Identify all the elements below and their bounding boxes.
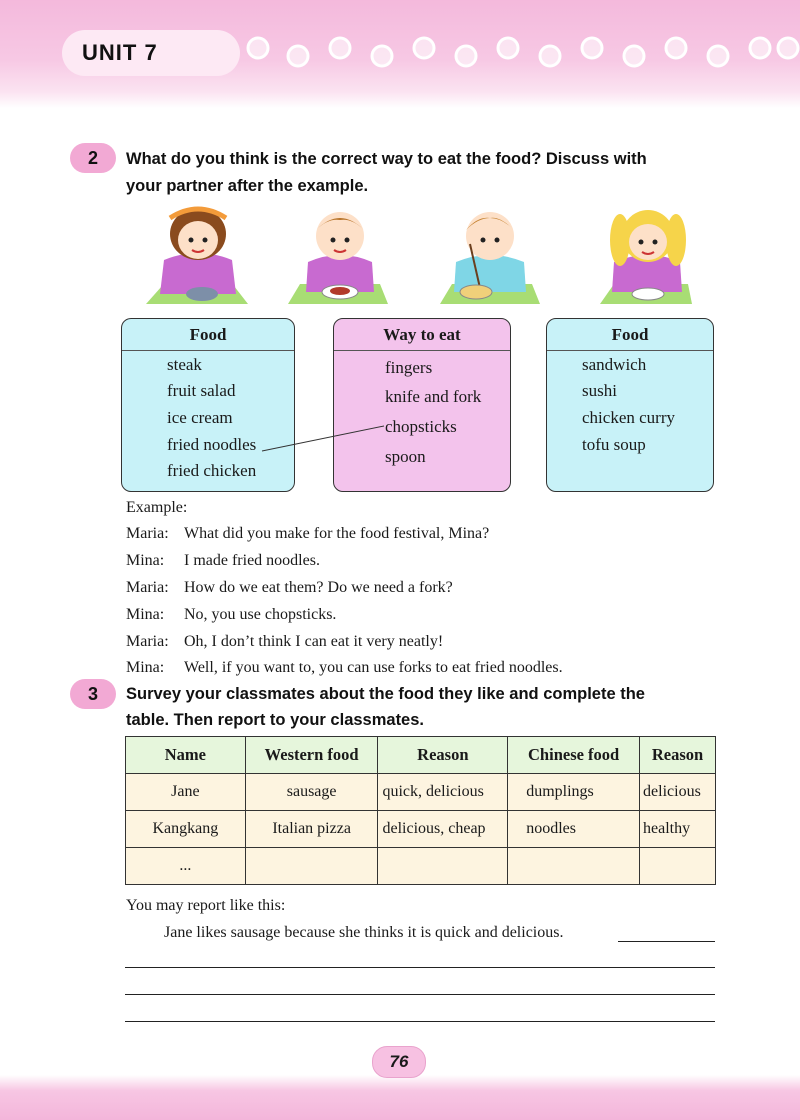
answer-line[interactable] [125, 967, 715, 968]
food-item: fried noodles [167, 435, 257, 454]
page-number: 76 [372, 1046, 426, 1078]
food-item: sushi [582, 381, 617, 400]
header-name: Name [126, 737, 246, 774]
food-item: ice cream [167, 408, 233, 427]
footer-band [0, 1075, 800, 1120]
table-cell: noodles [508, 811, 640, 848]
table-cell: dumplings [508, 774, 640, 811]
girl-eating-with-fingers-illustration [600, 210, 692, 304]
table-cell: Jane [126, 774, 246, 811]
table-cell: sausage [245, 774, 378, 811]
table-cell: quick, delicious [378, 774, 508, 811]
way-to-eat-box [333, 318, 511, 492]
section-3-instruction-line1: Survey your classmates about the food they like and complete the [126, 685, 645, 703]
unit-title: UNIT 7 [82, 40, 158, 65]
header-reason: Reason [378, 737, 508, 774]
answer-line[interactable] [125, 994, 715, 995]
table-row [126, 848, 716, 885]
food-box-right-title: Food [547, 319, 713, 351]
food-item: sandwich [582, 355, 647, 374]
table-row [126, 774, 716, 811]
way-to-eat-title: Way to eat [334, 319, 510, 351]
dialogue-line: Maria: What did you make for the food festival, Mina? [126, 525, 490, 542]
dialogue-line: Mina: Well, if you want to, you can use forks to eat fried noodles. [126, 659, 563, 676]
section-2-badge: 2 [70, 143, 116, 173]
report-example: Jane likes sausage because she thinks it is quick and delicious. [164, 924, 564, 941]
section-2-instruction-line2: your partner after the example. [126, 177, 369, 195]
food-item: steak [167, 355, 202, 374]
way-item: knife and fork [385, 387, 482, 406]
table-cell: ... [126, 848, 246, 885]
way-item: chopsticks [385, 417, 457, 436]
header-reason: Reason [640, 737, 716, 774]
dialogue-line: Maria: How do we eat them? Do we need a fork? [126, 579, 453, 596]
answer-line[interactable] [125, 1021, 715, 1022]
food-item: fruit salad [167, 381, 236, 400]
table-cell[interactable] [378, 848, 508, 885]
dialogue-line: Maria: Oh, I don’t think I can eat it very neatly! [126, 633, 444, 650]
header-western-food: Western food [245, 737, 378, 774]
way-item: fingers [385, 358, 433, 377]
food-item: chicken curry [582, 408, 675, 427]
section-3-badge: 3 [70, 679, 116, 709]
table-cell: healthy [640, 811, 716, 848]
table-cell: delicious, cheap [378, 811, 508, 848]
boy-eating-with-knife-and-fork-illustration [288, 212, 388, 304]
table-cell[interactable] [640, 848, 716, 885]
header-chinese-food: Chinese food [508, 737, 640, 774]
table-cell[interactable] [245, 848, 378, 885]
table-cell: delicious [640, 774, 716, 811]
food-box-right [546, 318, 714, 492]
report-intro: You may report like this: [126, 897, 286, 914]
table-cell[interactable] [508, 848, 640, 885]
table-row [126, 811, 716, 848]
section-3-instruction-line2: table. Then report to your classmates. [126, 711, 424, 729]
decorative-circles [240, 34, 800, 74]
table-cell: Kangkang [126, 811, 246, 848]
dialogue-line: Mina: I made fried noodles. [126, 552, 320, 569]
table-cell: Italian pizza [245, 811, 378, 848]
example-label: Example: [126, 499, 188, 516]
table-header-row [126, 737, 716, 774]
food-item: tofu soup [582, 435, 646, 454]
boy-eating-with-chopsticks-illustration [440, 212, 540, 304]
food-box-left-title: Food [122, 319, 294, 351]
answer-line[interactable] [618, 941, 715, 942]
girl-eating-with-spoon-illustration [146, 208, 248, 304]
food-box-left [121, 318, 295, 492]
survey-table [125, 736, 716, 885]
dialogue-line: Mina: No, you use chopsticks. [126, 606, 337, 623]
way-item: spoon [385, 447, 426, 466]
children-eating-illustration [140, 200, 700, 312]
food-item: fried chicken [167, 461, 257, 480]
section-2-instruction-line1: What do you think is the correct way to eat the food? Discuss with [126, 150, 647, 168]
